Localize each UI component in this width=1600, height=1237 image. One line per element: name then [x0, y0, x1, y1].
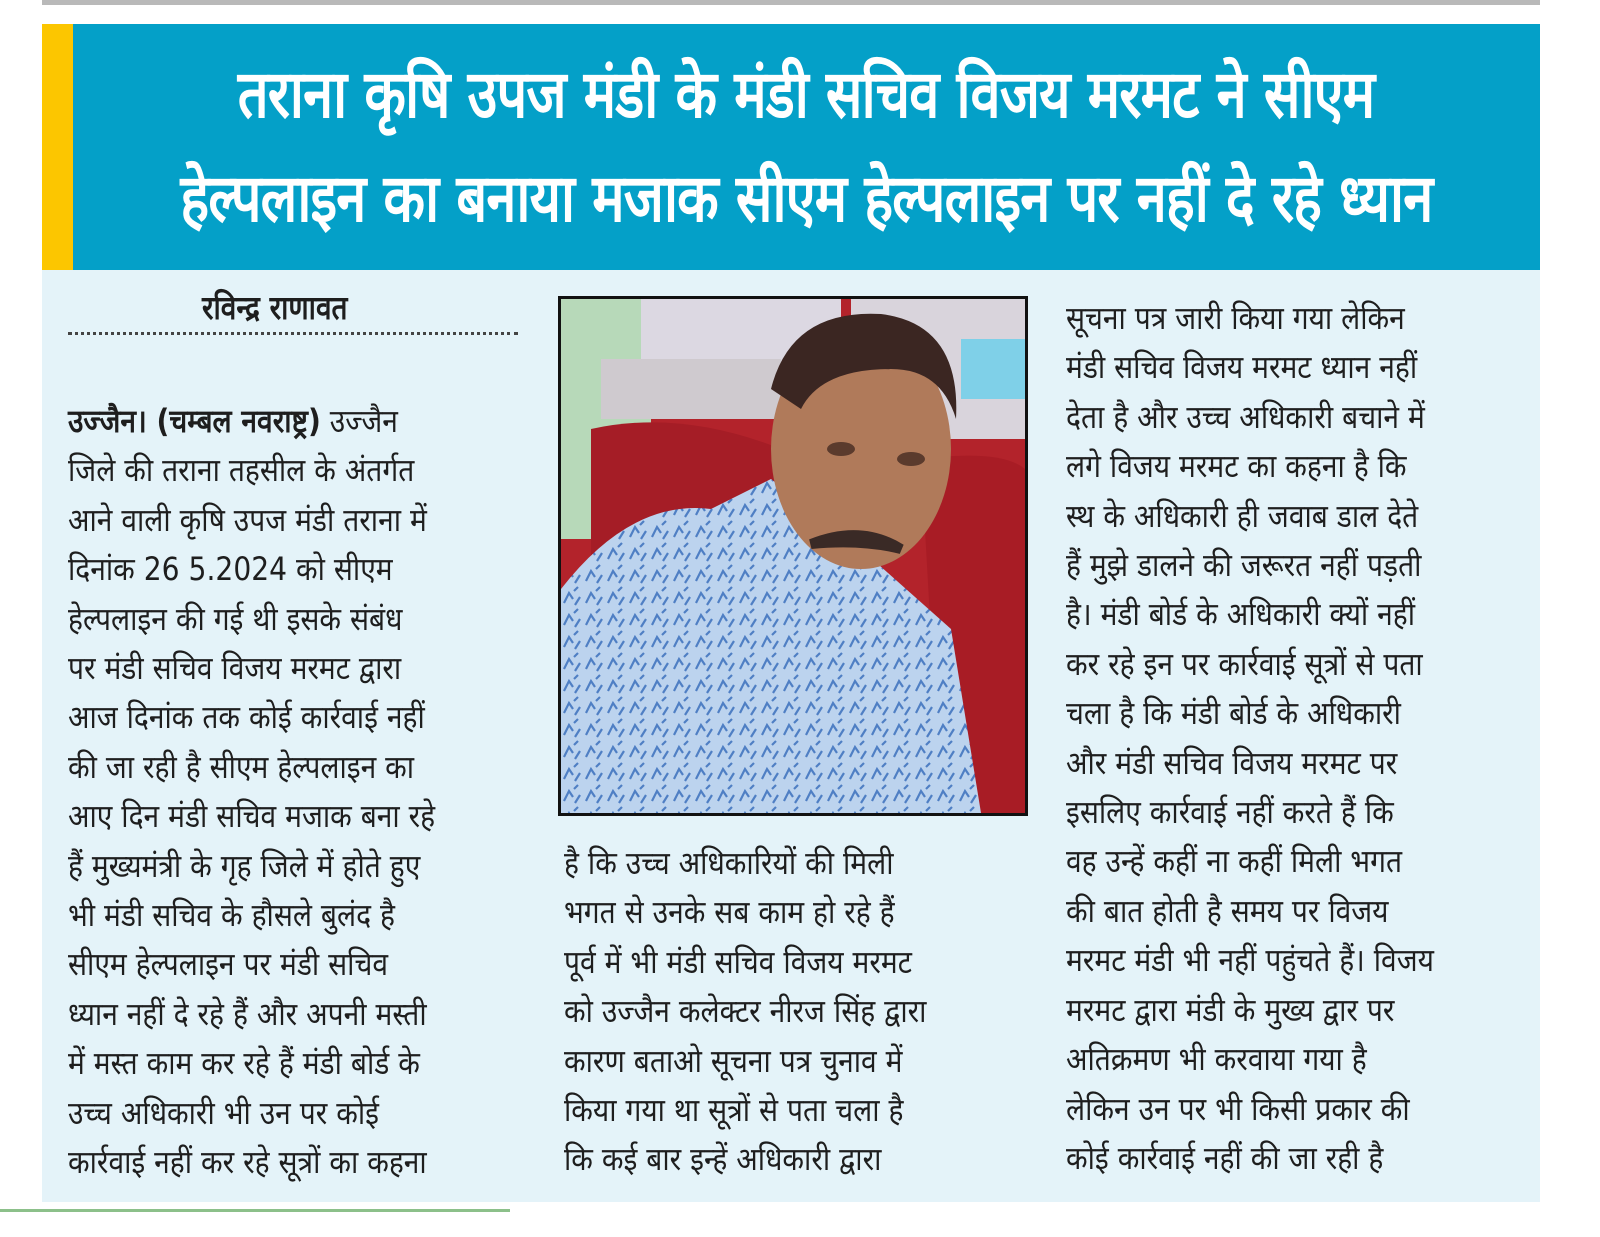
- article-line: कि कई बार इन्हें अधिकारी द्वारा: [564, 1140, 882, 1179]
- article-body: [42, 270, 1540, 1202]
- article-line: कारण बताओ सूचना पत्र चुनाव में: [564, 1041, 903, 1080]
- article-line: सीएम हेल्पलाइन पर मंडी सचिव: [68, 945, 389, 984]
- article-line: हैं मुख्यमंत्री के गृह जिले में होते हुए: [68, 846, 421, 885]
- article-line: अतिक्रमण भी करवाया गया है: [1066, 1040, 1367, 1079]
- portrait-image: [561, 299, 1025, 813]
- article-line: कोई कार्रवाई नहीं की जा रही है: [1066, 1138, 1384, 1177]
- article-line: हैं मुझे डालने की जरूरत नहीं पड़ती: [1066, 546, 1422, 585]
- article-line: कर रहे इन पर कार्रवाई सूत्रों से पता: [1066, 644, 1423, 683]
- article-line: में मस्त काम कर रहे हैं मंडी बोर्ड के: [68, 1044, 420, 1083]
- article-line: किया गया था सूत्रों से पता चला है: [564, 1091, 904, 1130]
- article-line: को उज्जैन कलेक्टर नीरज सिंह द्वारा: [564, 992, 927, 1031]
- top-border-rule: [42, 0, 1540, 5]
- article-line: कार्रवाई नहीं कर रहे सूत्रों का कहना: [68, 1143, 427, 1182]
- article-line: मरमट द्वारा मंडी के मुख्य द्वार पर: [1066, 990, 1395, 1029]
- article-line: देता है और उच्च अधिकारी बचाने में: [1066, 397, 1425, 436]
- article-line: और मंडी सचिव विजय मरमट पर: [1066, 743, 1398, 782]
- byline-dotted-divider: [68, 332, 518, 335]
- article-line: इसलिए कार्रवाई नहीं करते हैं कि: [1066, 793, 1394, 832]
- article-line: [68, 397, 482, 446]
- article-line: पर मंडी सचिव विजय मरमट द्वारा: [68, 649, 402, 688]
- article-line: आज दिनांक तक कोई कार्रवाई नहीं: [68, 698, 425, 737]
- article-line: भगत से उनके सब काम हो रहे हैं: [564, 893, 895, 932]
- article-column-middle: [564, 839, 1034, 1185]
- article-column-right: [1066, 294, 1536, 1183]
- banner-accent-bar: [42, 24, 73, 270]
- article-line: पूर्व में भी मंडी सचिव विजय मरमट: [564, 942, 912, 981]
- article-line: भी मंडी सचिव के हौसले बुलंद है: [68, 896, 395, 935]
- headline-banner: [42, 24, 1540, 270]
- article-column-left: [68, 397, 538, 1188]
- article-line: लगे विजय मरमट का कहना है कि: [1066, 447, 1407, 486]
- bottom-border-rule: [0, 1209, 510, 1212]
- article-line: जिले की तराना तहसील के अंतर्गत: [68, 451, 415, 490]
- article-line: हेल्पलाइन की गई थी इसके संबंध: [68, 599, 403, 638]
- article-line: उच्च अधिकारी भी उन पर कोई: [68, 1093, 379, 1132]
- article-line: लेकिन उन पर भी किसी प्रकार की: [1066, 1089, 1410, 1128]
- article-line: सूचना पत्र जारी किया गया लेकिन: [1066, 299, 1405, 337]
- dateline: उज्जैन। (चम्बल नवराष्ट्र): [68, 402, 321, 440]
- article-line: चला है कि मंडी बोर्ड के अधिकारी: [1066, 694, 1401, 733]
- article-line: की जा रही है सीएम हेल्पलाइन का: [68, 747, 415, 786]
- article-line: ध्यान नहीं दे रहे हैं और अपनी मस्ती: [68, 994, 427, 1033]
- article-line: मरमट मंडी भी नहीं पहुंचते हैं। विजय: [1066, 941, 1434, 980]
- article-line: वह उन्हें कहीं ना कहीं मिली भगत: [1066, 842, 1403, 881]
- article-line: आए दिन मंडी सचिव मजाक बना रहे: [68, 797, 436, 836]
- headline-line-1: तराना कृषि उपज मंडी के मंडी सचिव विजय मरमट ने सीएम: [238, 56, 1375, 133]
- headline: [73, 24, 1540, 270]
- portrait-photo: [558, 296, 1028, 816]
- article-line: है कि उच्च अधिकारियों की मिली: [564, 844, 894, 882]
- article-line: आने वाली कृषि उपज मंडी तराना में: [68, 500, 427, 539]
- article-line-text: उज्जैन: [320, 402, 398, 440]
- article-line: दिनांक 26 5.2024 को सीएम: [68, 550, 393, 589]
- headline-line-2: हेल्पलाइन का बनाया मजाक सीएम हेल्पलाइन पर नहीं दे रहे ध्यान: [180, 160, 1433, 237]
- article-line: है। मंडी बोर्ड के अधिकारी क्यों नहीं: [1066, 595, 1416, 634]
- article-line: स्थ के अधिकारी ही जवाब डाल देते: [1066, 496, 1419, 535]
- byline-author: रविन्द्र राणावत: [202, 288, 348, 327]
- article-line: मंडी सचिव विजय मरमट ध्यान नहीं: [1066, 348, 1418, 387]
- article-line: की बात होती है समय पर विजय: [1066, 891, 1389, 930]
